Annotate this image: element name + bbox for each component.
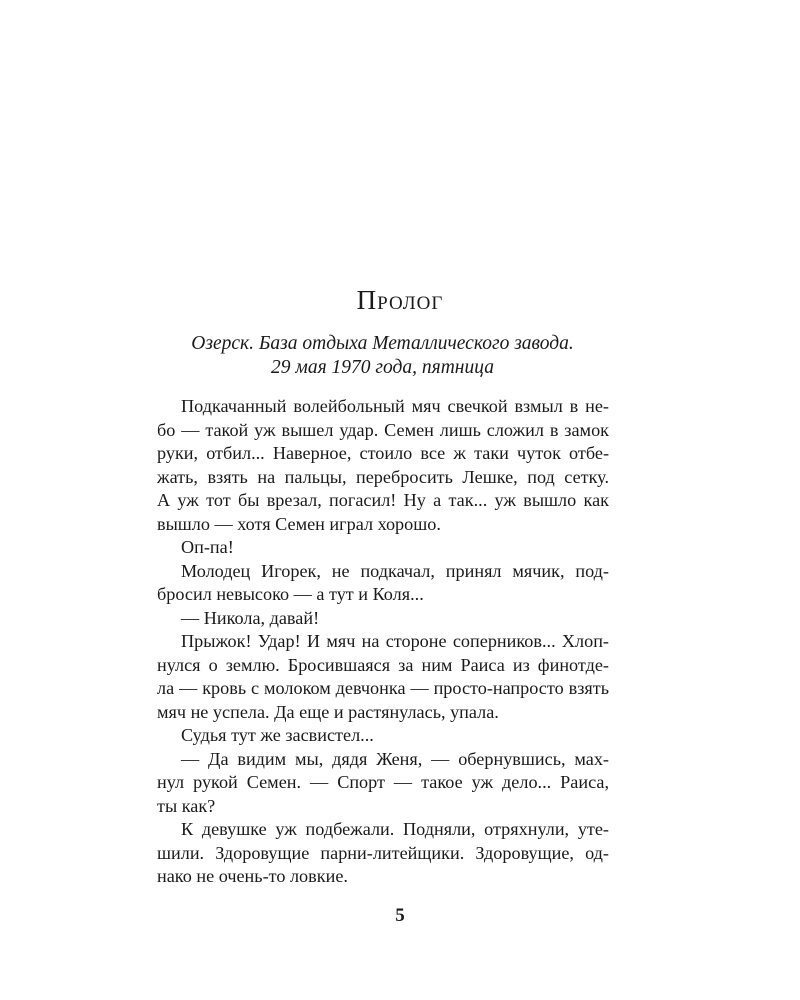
text-line: нул рукой Семен. — Спорт — такое уж дело... Раиса, xyxy=(157,772,609,792)
text-line: жать, взять на пальцы, перебросить Лешке, под сетку. xyxy=(157,466,609,487)
text-line: бо — такой уж вышел удар. Семен лишь сложил в замок xyxy=(157,419,609,440)
text-line: ты как? xyxy=(157,795,216,816)
chapter-subtitle xyxy=(150,332,615,380)
text-line: Прыжок! Удар! И мяч на стороне соперников... Хлоп- xyxy=(181,631,609,651)
chapter-title: Пролог xyxy=(356,285,444,315)
text-line: шили. Здоровущие парни-литейщики. Здоровущие, од- xyxy=(157,842,609,863)
text-line: Подкачанный волейбольный мяч свечкой взмыл в не- xyxy=(181,396,609,416)
subtitle-line: Озерск. База отдыха Металлического завода. xyxy=(191,333,574,354)
text-line: Оп-па! xyxy=(181,537,234,557)
text-line: А уж тот бы врезал, погасил! Ну а так... уж вышло как xyxy=(157,490,609,510)
text-line: нулся о землю. Бросившаяся за ним Раиса из финотде- xyxy=(157,654,609,675)
text-line: — Да видим мы, дядя Женя, — обернувшись, мах- xyxy=(181,748,609,769)
text-line: Молодец Игорек, не подкачал, принял мячик, под- xyxy=(181,560,609,581)
page-number: 5 xyxy=(395,905,405,926)
text-line: нако не очень-то ловкие. xyxy=(157,866,348,886)
text-line: Судья тут же засвистел... xyxy=(181,725,374,745)
subtitle-line: 29 мая 1970 года, пятница xyxy=(271,357,494,378)
text-line: вышло — хотя Семен играл хорошо. xyxy=(157,513,441,534)
text-line: ла — кровь с молоком девчонка — просто-напросто взять xyxy=(157,678,609,698)
text-line: руки, отбил... Наверное, стоило все ж таки чуток отбе- xyxy=(157,443,609,463)
text-line: К девушке уж подбежали. Подняли, отряхнули, уте- xyxy=(181,819,609,839)
text-line: — Никола, давай! xyxy=(181,607,320,628)
text-line: бросил невысоко — а тут и Коля... xyxy=(157,584,424,604)
body-text xyxy=(157,395,609,889)
text-line: мяч не успела. Да еще и растянулась, упала. xyxy=(157,701,499,722)
